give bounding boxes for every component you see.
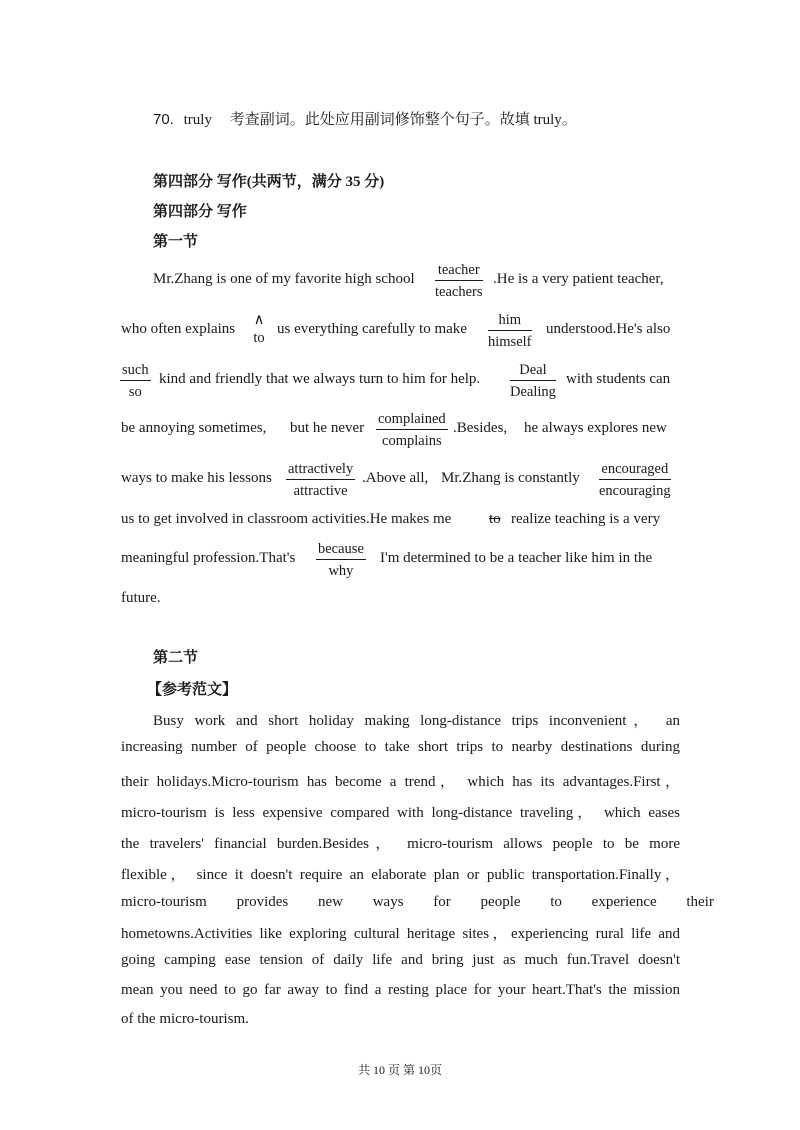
correction-text: Mr.Zhang is constantly: [441, 470, 580, 486]
essay-line: micro-tourism is less expensive compared with long-distance traveling， which eases: [121, 805, 680, 821]
page-footer: 共 10 页 第 10页: [357, 1063, 442, 1077]
edit-encouraged: [599, 462, 671, 498]
corrected-word: teachers: [435, 283, 483, 300]
corrected-word: attractive: [293, 482, 348, 499]
correction-text: he always explores new: [524, 420, 667, 436]
essay-line: increasing number of people choose to take short trips to nearby destinations during: [121, 739, 680, 755]
part4-heading-score: 第四部分 写作(共两节，满分 35 分): [153, 174, 385, 190]
original-word: him: [488, 313, 532, 331]
section2-title: 第二节: [153, 650, 199, 666]
insert-caret: [249, 313, 269, 345]
corrected-word: why: [328, 562, 354, 579]
correction-text: .Above all,: [362, 470, 429, 486]
original-word: because: [316, 542, 366, 560]
essay-line: going camping ease tension of daily life and bring just as much fun.Travel doesn't: [121, 952, 680, 968]
original-word: such: [120, 363, 151, 381]
corrected-word: so: [128, 383, 142, 400]
original-word: encouraged: [599, 462, 671, 480]
corrected-word: himself: [488, 333, 532, 350]
essay-line: their holidays.Micro-tourism has become a trend， which has its advantages.First，: [121, 774, 680, 790]
sample-essay-label: 【参考范文】: [147, 682, 238, 698]
correction-text: with students can: [566, 371, 671, 387]
answer-explanation: 考查副词。此处应用副词修饰整个句子。故填 truly。: [229, 112, 577, 128]
answer-number: 70.: [153, 111, 174, 128]
edit-deal: [510, 363, 556, 399]
essay-line: of the micro-tourism.: [121, 1011, 249, 1027]
edit-him: [488, 313, 532, 349]
correction-text: kind and friendly that we always turn to him for help.: [159, 371, 481, 387]
section1-title: 第一节: [153, 234, 199, 250]
correction-text: future.: [121, 590, 161, 606]
correction-text: I'm determined to be a teacher like him in the: [380, 550, 653, 566]
original-word: complained: [376, 412, 448, 430]
essay-line: flexible， since it doesn't require an elaborate plan or public transportation.Finally，: [121, 867, 680, 883]
answer-word: truly: [183, 112, 212, 128]
original-word: Deal: [510, 363, 556, 381]
corrected-word: complains: [382, 432, 442, 449]
essay-line: hometowns.Activities like exploring cultural heritage sites，experiencing rural life and: [121, 926, 680, 942]
edit-teacher: [435, 263, 483, 299]
correction-text: ways to make his lessons: [121, 470, 272, 486]
essay-line: mean you need to go far away to find a resting place for your heart.That's the mission: [121, 982, 680, 998]
correction-text: meaningful profession.That's: [121, 550, 296, 566]
original-word: attractively: [286, 462, 355, 480]
inserted-word: to: [253, 329, 265, 346]
correction-text: but he never: [290, 420, 365, 436]
original-word: teacher: [435, 263, 483, 281]
caret-mark: ∧: [253, 312, 265, 328]
correction-text: us to get involved in classroom activities.He makes me: [121, 511, 452, 527]
corrected-word: encouraging: [599, 482, 671, 499]
correction-text: Mr.Zhang is one of my favorite high school: [153, 271, 415, 287]
correction-text: who often explains: [121, 321, 236, 337]
part4-heading: 第四部分 写作: [153, 204, 247, 220]
edit-because: [316, 542, 366, 578]
correction-text: be annoying sometimes,: [121, 420, 267, 436]
correction-text: us everything carefully to make: [277, 321, 467, 337]
correction-text: .He is a very patient teacher,: [493, 271, 664, 287]
edit-such: [120, 363, 151, 399]
essay-line: Busy work and short holiday making long-distance trips inconvenient， an: [153, 713, 680, 729]
corrected-word: Dealing: [510, 383, 556, 400]
edit-complained: [376, 412, 448, 448]
correction-text: understood.He's also: [546, 321, 671, 337]
essay-line: the travelers' financial burden.Besides， micro-tourism allows people to be more: [121, 836, 680, 852]
correction-text: .Besides,: [453, 420, 508, 436]
essay-line: micro-tourism provides new ways for people to experience their: [121, 894, 714, 910]
answer-70: [153, 108, 577, 129]
correction-text: realize teaching is a very: [511, 511, 661, 527]
edit-attractively: [286, 462, 355, 498]
struck-word: to: [489, 511, 501, 527]
